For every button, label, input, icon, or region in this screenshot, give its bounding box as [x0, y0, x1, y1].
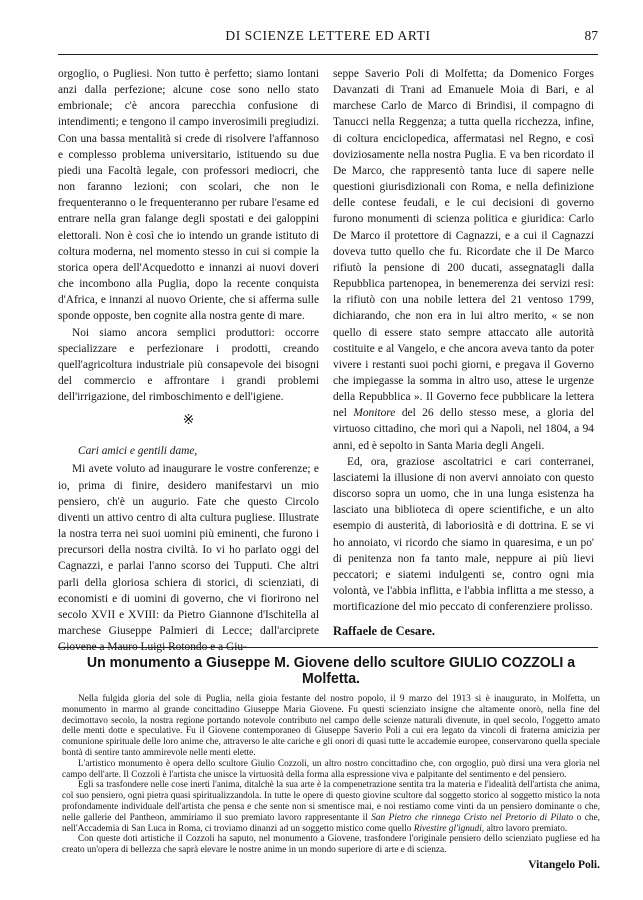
- salutation: Cari amici e gentili dame,: [78, 445, 198, 458]
- running-title: DI SCIENZE LETTERE ED ARTI: [225, 28, 431, 43]
- article-paragraph-2: L'artistico monumento è opera dello scultore Giulio Cozzoli, un altro nostro concittadino che, con orgoglio, può dirsi una vera gloria nel campo dell'arte. Il Cozzoli è l'artista che unisce la virtuosità della forma alla espressione viva e palpitante del sentimento e del pensiero.: [62, 758, 600, 780]
- author-signature: Raffaele de Cesare.: [333, 624, 435, 639]
- page-number: 87: [584, 28, 598, 43]
- article-paragraph-3: [62, 780, 600, 834]
- artwork-title-2: Rivestire gl'ignudi,: [413, 823, 485, 834]
- page-header: [58, 28, 598, 44]
- header-rule: [58, 54, 598, 55]
- article-title: Un monumento a Giuseppe M. Giovene dello scultore GIULIO COZZOLI a Molfetta.: [86, 655, 576, 687]
- right-column: [333, 66, 594, 639]
- article-paragraph-3-text: Egli sa trasfondere nelle cose inerti l'anima, ditalchè la sua arte è la compenetrazione sentita tra la materia e l'idealità dell'artista che anima, col suo pensiero, ogni pietra quasi spiritualizzandola. In tutte le opere di questo giovine scultore dal soggetto storico al soggetto mistico la nota profondamente individuale dell'artista che pensa e che sente non si smentisce mai, e noi restiamo come vinti da un pensiero dominante o che, nelle gallerie del Pantheon, ammiriamo il suo premiato lavoro rappresentante il: [62, 780, 600, 823]
- left-paragraph-3: Mi avete voluto ad inaugurare le vostre conferenze; e io, prima di finire, desidero manifestarvi un mio pensiero, ch'è un augurio. Fate che questo Circolo diventi un attivo centro di alta cultura pugliese. Illustrate la nostra terra nei suoi uomini più eminenti, che furono i precursori della nostra civiltà. Io vi ho parlato oggi del Cagnazzi, e parlai l'anno scorso dei Tupputi. Che altri parli della gloriosa schiera di storici, di scienziati, di economisti e di uomini di governo, che vi fiorirono nel secolo XVII e XVIII: da Pietro Giannone d'Ischitella al marchese Giuseppe Palmieri di Lecce; dall'arciprete Giovene a Mauro Luigi Rotondo e a Giu-: [58, 463, 319, 654]
- article-paragraph-1: Nella fulgida gloria del sole di Puglia, nella gioia festante del nostro popolo, il 9 marzo del 1913 si è inaugurato, in Molfetta, un monumento in marmo al grande concittadino Giuseppe Maria Giovene. Fu questi scienziato insigne che altamente onorò, nella fine del decimottavo secolo, la nostra regione portando notevole contributo nel campo delle scienze naturali divenute, in quel secolo, l'oggetto amato delle menti dotte e speculative. Fu il Giovene contemporaneo di Giuseppe Saverio Poli a cui era legato da vincoli di fraterna amicizia per comunione spirituale delle loro anime che, attraverso le alte cariche e gli onori di quasi tutte le accademie europee, conservarono quella speciale bontà di sentire tanto ammirevole nelle menti elette.: [62, 694, 600, 758]
- monitore-title: Monitore: [353, 407, 396, 420]
- right-paragraph-2: Ed, ora, graziose ascoltatrici e cari conterranei, lasciatemi la illusione di non avervi annoiato con questo discorso sopra un uomo, che in una lunga esistenza ha lasciato una biblioteca di opere scientifiche, e un alto esempio di austerità, di laboriosità e di dottrina. E se vi ho annoiato, vi ricordo che siamo in quaresima, e un po' di penitenza non fa tanto male, neppure ai più lievi peccatori; e siatemi indulgenti se, contro ogni mia volontà, ve l'abbia inflitta, e l'abbia inflitta a me stesso, a mortificazione del mio peccato di conferenziere prolisso.: [333, 455, 594, 614]
- right-paragraph-1: [333, 66, 594, 454]
- article-paragraph-3-mid: o che, nell'Accademia di San Luca in Roma, ci troviamo dinanzi ad un soggetto mistico come quello: [62, 812, 600, 834]
- left-paragraph-2: Noi siamo ancora semplici produttori: occorre specializzare e perfezionare i prodotti, creando quell'agricoltura industriale più consapevole dei bisogni del commercio e affrontare i grandi problemi dell'irrigazione, del rimboschimento e dell'igiene.: [58, 326, 319, 404]
- monument-article: [62, 655, 600, 871]
- section-ornament: ※: [182, 413, 195, 429]
- right-paragraph-1-end: del 26 dello stesso mese, a gloria del virtuoso cittadino, che morì qui a Napoli, nel 1804, a 94 anni, ed è sepolto in Santa Maria degli Angeli.: [333, 407, 594, 452]
- right-paragraph-1-text: seppe Saverio Poli di Molfetta; da Domenico Forges Davanzati di Trani ad Emanuele Moia di Bari, e al marchese Carlo de Marco di Brindisi, il compagno di Tanucci nella Reggenza; a tutta quella ricchezza, infine, di coltura enciclopedica, affermatasi nel Regno, e così doviziosamente nella nostra Puglia. E va ben ricordato il De Marco, che rappresentò tanta luce di sapere nelle questioni giurisdizionali con Roma, e nella definizione delle contese feudali, e le cui decisioni di governo furono monumenti di scienza politica e giuridica: Carlo De Marco il protettore di Cagnazzi, e a cui il Cagnazzi doveva tutto quello che fu. Ricordate che il De Marco rifiutò la pensione di 200 ducati, assegnatagli dalla Repubblica partenopea, in benemerenza dei servizi resi: la rifiutò con una nobile lettera del 21 ventoso 1799, dichiarando, che non era in lui altro merito, « se non quello di essere stato sempre attaccato alle autorità costituite e al Vangelo, e che ancora aveva tanto da poter vivere i restanti suoi pochi giorni, e pregava il Governo che impiegasse la somma in altro uso, attese le urgenze della Repubblica ». Il Governo fece pubblicare la lettera nel: [333, 68, 594, 420]
- artwork-title-1: San Pietro che rinnega Cristo nel Pretorio di Pilato: [371, 812, 574, 823]
- left-paragraph-1: orgoglio, o Pugliesi. Non tutto è perfetto; siamo lontani anzi dalla perfezione; alcune cose sono nello stato embrionale; c'è ancora parecchia confusione di intendimenti; e tengono il campo inverosimili pregiudizi. Con una bassa mentalità si crede di risolvere l'affannoso e complesso problema universitario, istituendo su due piedi una Facoltà legale, con professori mediocri, che non faranno lezioni; con scolari, che non le frequenteranno o le frequenteranno per rubare l'esame ed entrare nella gran falange degli spostati e dei galoppini elettorali. Non è così che io intendo un grande istituto di coltura moderna, nel momento stesso in cui si compie la storica opera dell'Acquedotto e innanzi ai nuovi doveri che incombono alla Puglia, dopo la recente conquista d'Africa, e innanzi al nuovo Oriente, che si afferma sulle sponde opposte, ben cognite alla nostra gente di mare.: [58, 68, 319, 323]
- article-paragraph-3-end: altro lavoro premiato.: [486, 823, 568, 834]
- section-rule: [58, 647, 598, 648]
- article-paragraph-4: Con queste doti artistiche il Cozzoli ha saputo, nel monumento a Giovene, trasfondere l'originale pensiero dello scienziato pugliese ed ha creato un'opera di bellezza che saprà elevare le nostre anime in un mondo superiore di arte e di scienza.: [62, 834, 600, 856]
- article-signature: Vitangelo Poli.: [528, 858, 600, 871]
- left-column: [58, 66, 319, 655]
